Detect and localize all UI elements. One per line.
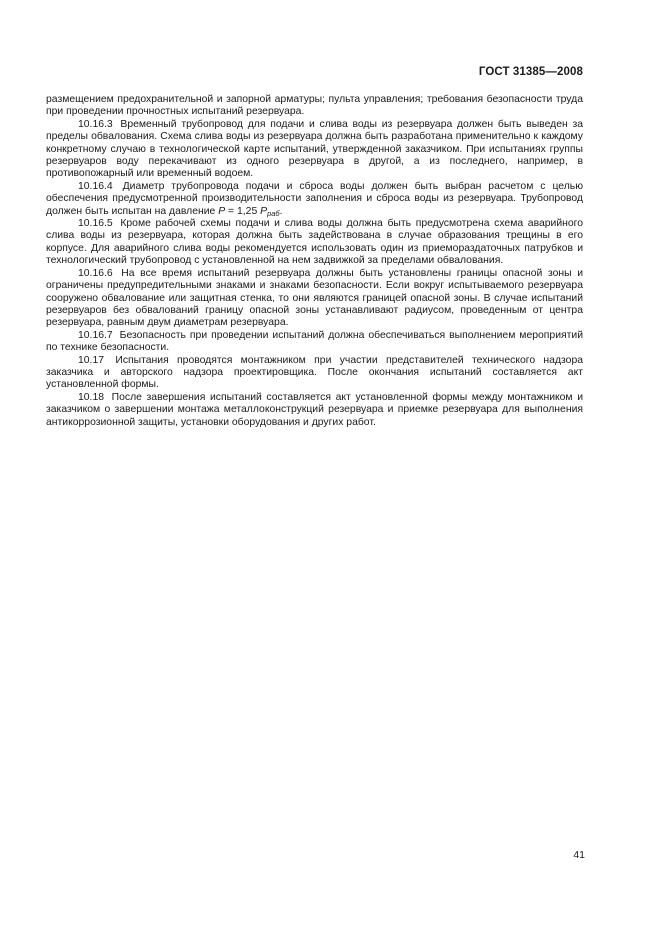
paragraph-text: Кроме рабочей схемы подачи и слива воды должна быть предусмотрена схема аварийного слива воды из резервуара, которая должна быть задействована в случае образования трещины в его корпусе. Для аварийного слива воды рекомендуется использовать один из приемораздаточных патрубков и технологический трубопровод с установленной на нем задвижкой за пределами обвалования. xyxy=(46,218,583,267)
clause-number: 10.16.5 xyxy=(78,218,113,230)
clause-number: 10.16.4 xyxy=(78,180,113,192)
formula-equals: = 1,25 xyxy=(225,205,261,217)
formula-variable: P xyxy=(218,205,226,217)
body-text xyxy=(46,94,583,429)
paragraph-text: После завершения испытаний составляется акт установленной формы между монтажником и заказчиком о завершении монтажа металлоконструкций резервуара и приемке резервуара для выполнения антикоррозионной защиты, установки оборудования и других работ. xyxy=(46,391,584,428)
paragraph-text: Временный трубопровод для подачи и слива воды из резервуара должен быть выведен за пределы обвалования. Схема слива воды из резервуара должна быть разработана применительно к каждому конкретному случаю в технологической карте испытаний, утвержденной заказчиком. При испытаниях группы резервуаров воду перекачивают из одного резервуара в другой, а из последнего, например, в противопожарный или временный водоем. xyxy=(46,118,584,180)
paragraph-10-16-4 xyxy=(46,181,583,218)
paragraph-10-16-7 xyxy=(46,330,583,355)
clause-number: 10.18 xyxy=(78,391,105,403)
formula-pressure: P xyxy=(260,205,268,217)
clause-number: 10.17 xyxy=(78,354,105,366)
paragraph-10-18 xyxy=(46,392,583,429)
paragraph-10-17 xyxy=(46,355,583,392)
formula-subscript: раб xyxy=(267,208,280,218)
paragraph-text: На все время испытаний резервуара должны быть установлены границы опасной зоны и ограничены предупредительными знаками и знаками безопасности. Если вокруг испытываемого резервуара сооружено обвалование или защитная стенка, то они являются границей опасной зоны. В случае испытаний резервуаров без обвалований границу опасной зоны устанавливают радиусом, проведенным от центра резервуара, равным двум диаметрам резервуара. xyxy=(46,267,583,329)
pressure-formula xyxy=(218,206,279,217)
paragraph-continuation xyxy=(46,94,583,119)
standard-header: ГОСТ 31385—2008 xyxy=(478,66,583,78)
paragraph-10-16-5 xyxy=(46,218,583,268)
clause-number: 10.16.3 xyxy=(78,118,113,130)
paragraph-10-16-3 xyxy=(46,119,583,181)
clause-number: 10.16.7 xyxy=(78,329,113,341)
clause-number: 10.16.6 xyxy=(78,267,113,279)
page-number: 41 xyxy=(573,849,585,861)
paragraph-text: Диаметр трубопровода подачи и сброса воды должен быть выбран расчетом с целью обеспечения предусмотренной производительности заполнения и сброса воды из резервуара. Трубопровод должен быть испытан на давление xyxy=(46,180,583,217)
paragraph-text: Безопасность при проведении испытаний должна обеспечиваться выполнением мероприятий по технике безопасности. xyxy=(46,329,583,354)
paragraph-end: . xyxy=(279,205,283,217)
paragraph-text: размещением предохранительной и запорной арматуры; пульта управления; требования безопасности труда при проведении прочностных испытаний резервуара. xyxy=(46,94,583,118)
paragraph-text: Испытания проводятся монтажником при участии представителей технического надзора заказчика и авторского надзора проектировщика. После окончания испытаний составляется акт установленной формы. xyxy=(46,354,584,391)
paragraph-10-16-6 xyxy=(46,268,583,330)
